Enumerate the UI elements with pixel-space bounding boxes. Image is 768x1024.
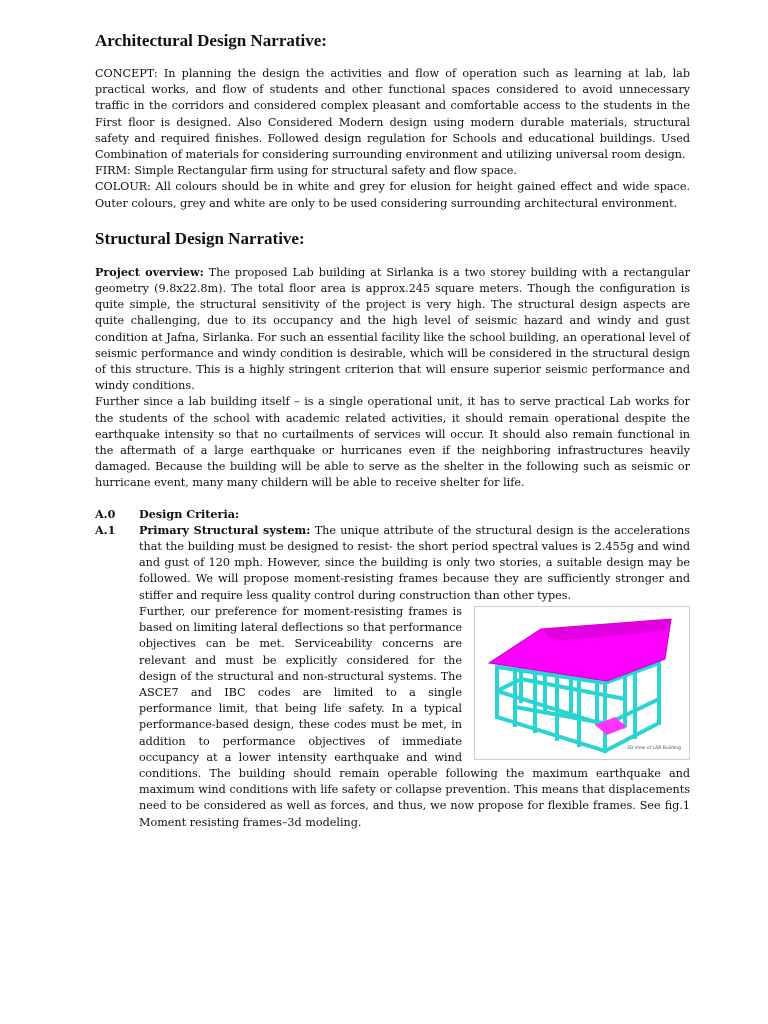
- building-3d-figure: [474, 606, 690, 760]
- overview-label: Project overview:: [95, 264, 204, 279]
- document-page: [95, 30, 690, 831]
- criteria-a0: [95, 506, 690, 522]
- colour-paragraph: COLOUR: All colours should be in white and grey for elusion for height gained effect and wide space. Outer colours, grey and white are only to be used considering surrounding architectural environment.: [95, 180, 690, 210]
- building-model-image: [475, 607, 689, 759]
- criteria-a1: [95, 522, 690, 604]
- a1-further-paragraph: Further, our preference for moment-resisting frames is based on limiting lateral deflections so that performance objectives can be met. Serviceability concerns are relevant and must be explicitly considered for the design of the structural and non-structural systems. The ASCE7 and IBC codes are limited to a single performance limit, that being life safety. In a typical performance-based design, these codes must be met, in addition to performance objectives of immediate occupancy at a lower intensity earthquake and wind conditions. The building should remain operable following the maximum earthquake and maximum wind conditions with life safety or collapse prevention. This means that displacements need to be considered as well as forces, and thus, we now propose for flexible frames. See fig.1 Moment resisting frames–3d modeling.: [139, 604, 690, 829]
- a0-number: A.0: [95, 506, 116, 521]
- architectural-heading: Architectural Design Narrative:: [95, 31, 327, 50]
- a1-continuation: [95, 604, 690, 831]
- a1-label: Primary Structural system:: [139, 522, 311, 537]
- overview-text: The proposed Lab building at Sirlanka is a two storey building with a rectangular geometry (9.8x22.8m). The total floor area is approx.245 square meters. Though the configuration is quite simple, the structural sensitivity of the project is very high. The structural design aspects are quite challenging, due to its occupancy and the high level of seismic hazard and windy and gust condition at Jafna, Sirlanka. For such an essential facility like the school building, an operational level of seismic performance and windy condition is desirable, which will be considered in the structural design of this structure. This is a highly stringent criterion that will ensure superior seismic performance and windy conditions.: [95, 265, 690, 393]
- overview-paragraph: [95, 264, 690, 395]
- a1-text: The unique attribute of the structural design is the accelerations that the building must be designed to resist- the short period spectral values is 2.455g and wind and gust of 120 mph. However, since the building is only two stories, a suitable design may be followed. We will propose moment-resisting frames because they are sufficiently stronger and stiffer and require less quality control during construction than other types.: [139, 523, 690, 602]
- a0-title: Design Criteria:: [139, 506, 240, 521]
- structural-heading: Structural Design Narrative:: [95, 228, 305, 248]
- further-paragraph: Further since a lab building itself – is a single operational unit, it has to serve practical Lab works for the students of the school with academic related activities, it should remain operational despite the earthquake intensity so that no curtailments of services will occur. It should also remain functional in the aftermath of a large earthquake or hurricanes even if the neighboring infrastructures heavily damaged. Because the building will be able to serve as the shelter in the following such as seismic or hurricane event, many many childern will be able to receive shelter for life.: [95, 395, 690, 490]
- a1-paragraph: [139, 522, 690, 604]
- firm-paragraph: FIRM: Simple Rectangular firm using for structural safety and flow space.: [95, 164, 517, 178]
- figure-caption: 3D View of LAB Building: [626, 745, 681, 751]
- a1-number: A.1: [95, 522, 116, 537]
- concept-paragraph: CONCEPT: In planning the design the activities and flow of operation such as learning at lab, lab practical works, and flow of students and other functional spaces considered to avoid unnecessary traffic in the corridors and considered complex pleasant and comfortable access to the students in the First floor is designed. Also Considered Modern design using modern durable materials, structural safety and required finishes. Followed design regulation for Schools and educational buildings. Used Combination of materials for considering surrounding environment and utilizing universal room design.: [95, 67, 690, 162]
